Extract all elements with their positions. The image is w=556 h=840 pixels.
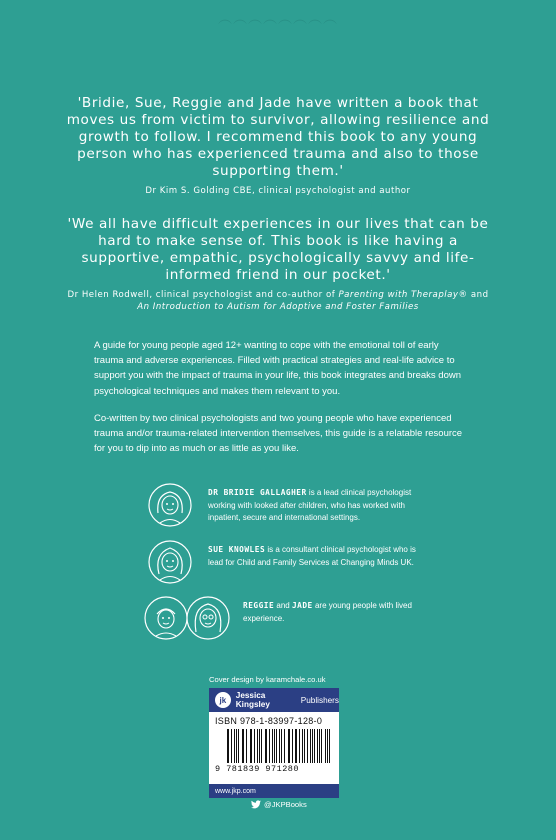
jade-portrait-icon <box>186 596 230 640</box>
cover-credit: Cover design by karamchale.co.uk <box>209 675 326 684</box>
reggie-portrait-icon <box>144 596 188 640</box>
author-bridie <box>148 483 448 539</box>
isbn-text: ISBN 978-1-83997-128-0 <box>215 716 323 726</box>
author-name: JADE <box>291 601 313 610</box>
author-bio <box>208 487 424 525</box>
author-description: is a consultant clinical psychologist who is lead for Child and Family Services at Changing Minds UK. <box>208 545 416 567</box>
publisher-box <box>209 688 339 796</box>
publisher-name-bold: Jessica Kingsley <box>235 691 270 709</box>
barcode-stripe <box>329 729 330 763</box>
twitter-bird-icon <box>251 800 261 809</box>
barcode-stripe <box>261 729 262 763</box>
attribution-and: and <box>467 290 489 300</box>
blurb-paragraph: A guide for young people aged 12+ wanting to cope with the emotional toll of early trauma and adverse experiences. Filled with practical strategies and real-life advice to support you with the impact of trauma in your life, this book integrates and breaks down psychological techniques and makes them relevant to you. <box>94 340 462 397</box>
author-description: is a lead clinical psychologist working with looked after children, who has worked with inpatient, secure and international settings. <box>208 488 412 522</box>
author-bio <box>243 600 433 625</box>
social-handle-text: @JKPBooks <box>264 800 307 809</box>
barcode-stripe <box>325 729 326 763</box>
barcode-digits: 9 781839 971280 <box>215 764 300 774</box>
author-sue <box>148 540 448 596</box>
book-title: An Introduction to Autism for Adoptive and Foster Families <box>137 302 419 312</box>
bridie-portrait-icon <box>148 483 192 527</box>
barcode-stripe <box>289 729 290 763</box>
barcode-stripe <box>310 729 311 763</box>
endorsement-quote-2 <box>60 216 496 313</box>
book-title: Parenting with Theraplay® <box>338 290 468 300</box>
barcode-stripe <box>254 729 255 763</box>
author-reggie-jade <box>148 596 448 652</box>
barcode-stripe <box>243 729 244 763</box>
barcode-icon <box>227 729 333 763</box>
author-name: SUE KNOWLES <box>208 545 266 554</box>
publisher-website: www.jkp.com <box>209 784 339 798</box>
author-bio <box>208 544 424 569</box>
barcode-panel <box>209 712 339 784</box>
barcode-stripe <box>317 729 318 763</box>
faded-watermark: ︵︵︵︵︵︵︵︵ <box>218 11 338 27</box>
jkp-logo-icon: jk <box>215 692 231 708</box>
quote-text: 'We all have difficult experiences in our lives that can be hard to make sense of. This book is like having a supportive, empathic, psychologically savvy and life-informed friend in our pocket.' <box>67 216 489 283</box>
barcode-stripe <box>279 729 280 763</box>
sue-portrait-icon <box>148 540 192 584</box>
barcode-stripe <box>296 729 297 763</box>
publisher-name-light: Publishers <box>300 695 339 705</box>
endorsement-quote-1 <box>60 95 496 197</box>
quote-attribution <box>60 289 496 313</box>
publisher-header <box>209 688 339 712</box>
author-description: are young people with lived experience. <box>243 601 412 623</box>
social-handle <box>251 800 307 809</box>
barcode-stripe <box>231 729 232 763</box>
quote-text: 'Bridie, Sue, Reggie and Jade have written a book that moves us from victim to survivor, allowing resilience and growth to follow. I recommend this book to any young person who has experienced trauma and also to those supporting them.' <box>66 95 490 179</box>
quote-attribution: Dr Kim S. Golding CBE, clinical psychologist and author <box>145 186 411 196</box>
barcode-stripe <box>251 729 252 763</box>
barcode-stripe <box>281 729 282 763</box>
barcode-stripe <box>302 729 303 763</box>
author-name: DR BRIDIE GALLAGHER <box>208 488 307 497</box>
blurb-paragraph: Co-written by two clinical psychologists and two young people who have experienced trauma and/or trauma-related intervention themselves, this guide is a relatable resource for you to dip into as much or as little as you like. <box>94 413 463 455</box>
author-and: and <box>274 601 292 610</box>
barcode-stripe <box>269 729 270 763</box>
barcode-stripe <box>238 729 239 763</box>
attribution-prefix: Dr Helen Rodwell, clinical psychologist and co-author of <box>67 290 339 300</box>
author-name: REGGIE <box>243 601 275 610</box>
top-edge <box>0 0 556 38</box>
